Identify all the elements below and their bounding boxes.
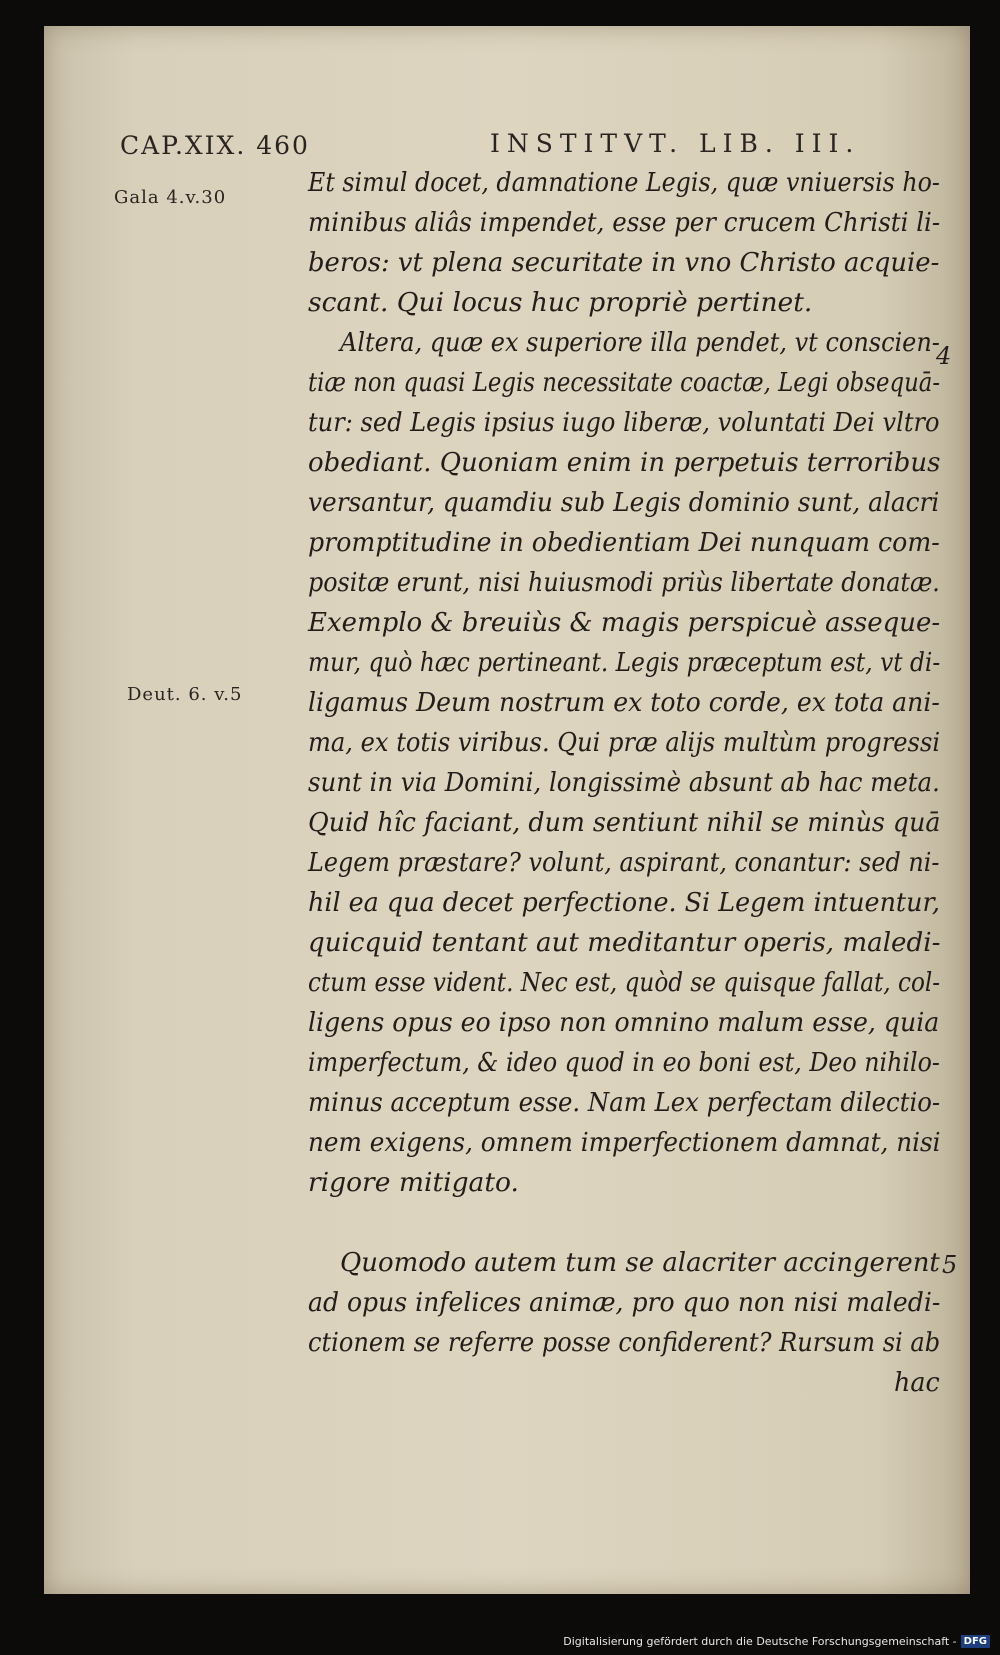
- catchword: hac: [894, 1367, 940, 1398]
- text-line: hil ea qua decet perfectione. Si Legem intuentur,: [308, 887, 940, 918]
- paragraph-number: 5: [942, 1251, 958, 1279]
- dfg-logo: DFG: [961, 1635, 990, 1648]
- text-line: Et simul docet, damnatione Legis, quæ vniuersis ho-: [308, 167, 940, 198]
- running-title: INSTITVT. LIB. III.: [490, 129, 861, 158]
- text-line: Exemplo & breuiùs & magis perspicuè assequе-: [308, 607, 941, 638]
- text-line: sunt in via Domini, longissimè absunt ab hac meta.: [308, 767, 940, 798]
- credit-text: Digitalisierung gefördert durch die Deutsche Forschungsgemeinschaft -: [563, 1634, 957, 1648]
- text-line: obediant. Quoniam enim in perpetuis terroribus: [308, 447, 941, 478]
- text-line: quicquid tentant aut meditantur operis, maledi-: [308, 927, 941, 958]
- paragraph-number: 4: [936, 342, 952, 370]
- margin-note: Deut. 6. v.5: [127, 684, 243, 705]
- text-line: ligamus Deum nostrum ex toto corde, ex tota ani-: [308, 687, 940, 718]
- text-line: promptitudine in obedientiam Dei nunquam com-: [308, 527, 940, 558]
- text-line: Altera, quæ ex superiore illa pendet, vt conscien-: [340, 327, 940, 358]
- digitization-credit: [563, 1631, 990, 1651]
- text-line: ligens opus eo ipso non omnino malum esse, quia: [308, 1007, 940, 1038]
- text-line: ctum esse vident. Nec est, quòd se quisque fallat, col-: [308, 967, 941, 998]
- text-line: beros: vt plena securitate in vno Christo acquie-: [308, 247, 940, 278]
- book-page: [44, 26, 970, 1594]
- text-line: Quid hîc faciant, dum sentiunt nihil se minùs quā: [308, 807, 941, 838]
- margin-note: Gala 4.v.30: [114, 187, 227, 208]
- text-line: tur: sed Legis ipsius iugo liberæ, voluntati Dei vltro: [308, 407, 940, 438]
- running-header: [44, 123, 970, 163]
- text-line: minibus aliâs impendet, esse per crucem Christi li-: [308, 207, 941, 238]
- text-line: Quomodo autem tum se alacriter accingerent: [340, 1247, 940, 1278]
- text-line: Legem præstare? volunt, aspirant, conantur: sed ni-: [308, 847, 940, 878]
- text-line: ctionem se referre posse confiderent? Rursum si ab: [308, 1327, 941, 1358]
- text-line: positæ erunt, nisi huiusmodi priùs libertate donatæ.: [308, 567, 940, 598]
- text-line: nem exigens, omnem imperfectionem damnat, nisi: [308, 1127, 941, 1158]
- text-line: versantur, quamdiu sub Legis dominio sunt, alacri: [308, 487, 940, 518]
- text-line: minus acceptum esse. Nam Lex perfectam dilectio-: [308, 1087, 941, 1118]
- text-line: mur, quò hæc pertineant. Legis præceptum est, vt di-: [308, 647, 941, 678]
- text-line: ma, ex totis viribus. Qui præ alijs multùm progressi: [308, 727, 941, 758]
- text-line: tiæ non quasi Legis necessitate coactæ, Legi obsequā-: [308, 367, 941, 398]
- text-line: ad opus infelices animæ, pro quo non nisi maledi-: [308, 1287, 941, 1318]
- text-line: imperfectum, & ideo quod in eo boni est, Deo nihilo-: [308, 1047, 940, 1078]
- running-chapter: CAP.XIX. 460: [120, 131, 310, 160]
- text-line: rigore mitigato.: [308, 1167, 519, 1198]
- text-line: scant. Qui locus huc propriè pertinet.: [308, 287, 813, 318]
